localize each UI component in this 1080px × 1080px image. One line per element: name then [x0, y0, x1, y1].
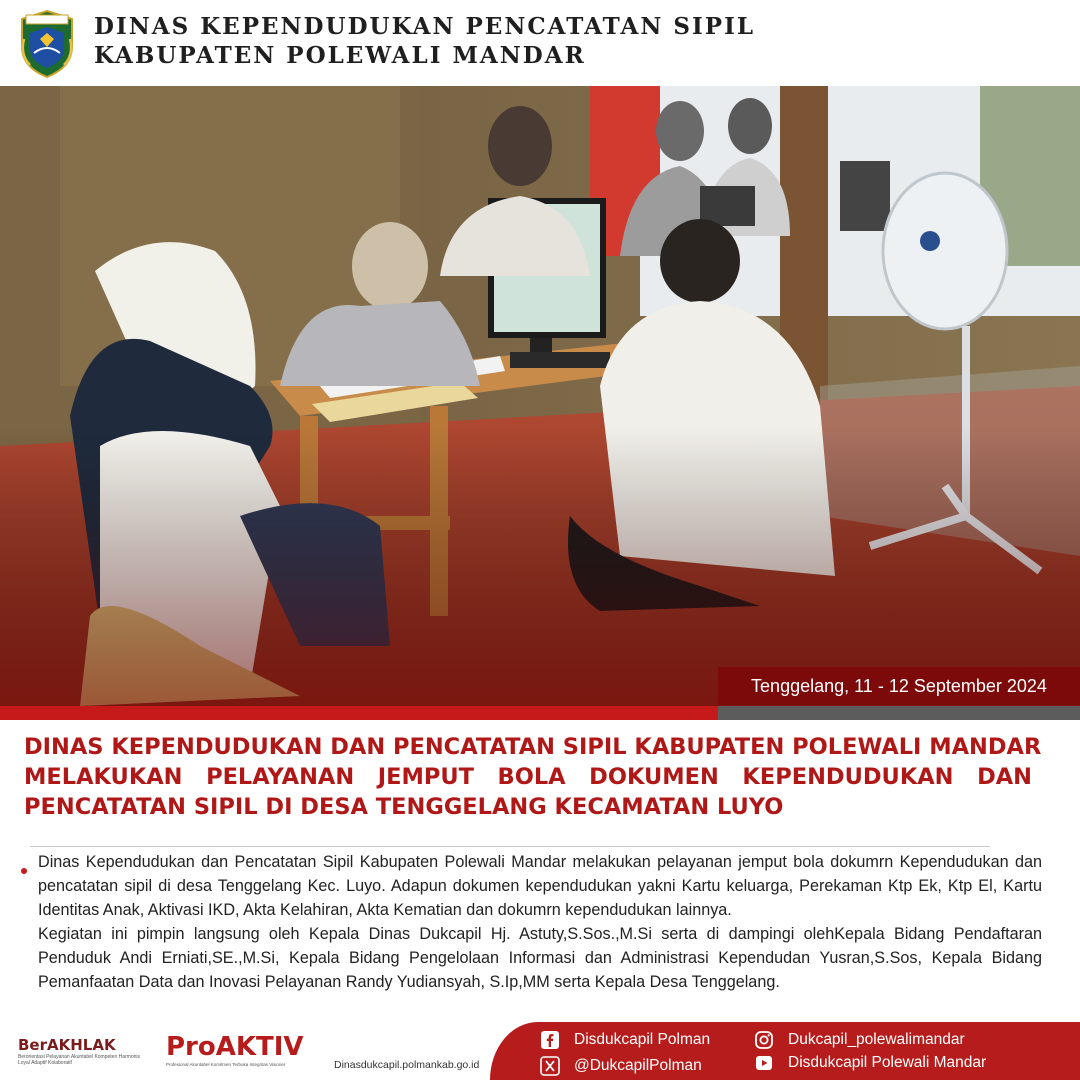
x-handle: @DukcapilPolman — [574, 1057, 702, 1074]
berakhlak-wordmark: BerAKHLAK — [18, 1036, 116, 1054]
proaktiv-tagline: Profesional Akuntabel Komitmen Terbuka Integritas Visioner — [166, 1062, 286, 1067]
headline-line1: DINAS KEPENDUDUKAN DAN PENCATATAN SIPIL KABUPATEN POLEWALI MANDAR — [24, 734, 1042, 760]
article-paragraph-2: Kegiatan ini pimpin langsung oleh Kepala Dinas Dukcapil Hj. Astuty,S.Sos.,M.Si serta di dampingi olehKepala Bidang Pendaftaran Penduduk Andi Erniati,SE.,M.Si, Kepala Bidang Pengelolaan Informasi dan Administrasi Kependudan Yusran,S.Sos, Kepala Bidang Pemanfaatan Data dan Inovasi Pelayanan Randy Yudiansyah, S.Ip,MM serta Kepala Desa Tenggelang. — [38, 925, 1042, 991]
accent-stripe-gray — [718, 706, 1080, 720]
proaktiv-wordmark: ProAKTIV — [166, 1032, 304, 1062]
proaktiv-logo — [166, 1032, 326, 1076]
berakhlak-tagline: Berorientasi Pelayanan Akuntabel Kompeten Harmonis Loyal Adaptif Kolaboratif — [18, 1054, 141, 1066]
headline — [24, 732, 1042, 822]
website-link[interactable]: Dinasdukcapil.polmankab.go.id — [334, 1059, 480, 1071]
x-link[interactable] — [540, 1056, 702, 1076]
instagram-handle: Dukcapil_polewalimandar — [788, 1031, 965, 1048]
photo-caption: Tenggelang, 11 - 12 September 2024 — [751, 676, 1047, 696]
article-paragraph-1: Dinas Kependudukan dan Pencatatan Sipil Kabupaten Polewali Mandar melakukan pelayanan jemput bola dokumrn Kependudukan dan pencatatan sipil di desa Tenggelang Kec. Luyo. Adapun dokumen kependudukan yakni Kartu keluarga, Perekaman Ktp Ek, Ktp El, Kartu Identitas Anak, Aktivasi IKD, Akta Kelahiran, Akta Kematian dan dokumrn kependudukan lainnya. — [38, 853, 1042, 919]
divider — [30, 846, 990, 847]
bullet-dot — [21, 868, 27, 874]
regency-logo-emblem — [18, 9, 76, 79]
header-title-line1: DINAS KEPENDUDUKAN PENCATATAN SIPIL — [94, 13, 756, 40]
photo-caption-bar — [718, 667, 1080, 705]
berakhlak-logo — [18, 1036, 148, 1076]
headline-line2: MELAKUKAN PELAYANAN JEMPUT BOLA DOKUMEN KEPENDUDUKAN DAN — [24, 764, 1032, 790]
article-body — [38, 850, 1042, 994]
youtube-channel: Disdukcapil Polewali Mandar — [788, 1054, 987, 1071]
facebook-link[interactable] — [540, 1030, 710, 1050]
instagram-icon — [754, 1030, 774, 1050]
accent-stripe-red — [0, 706, 718, 720]
x-icon — [540, 1056, 560, 1076]
instagram-link[interactable] — [754, 1030, 965, 1050]
youtube-link[interactable] — [754, 1053, 986, 1073]
facebook-handle: Disdukcapil Polman — [574, 1031, 711, 1048]
facebook-icon — [540, 1030, 560, 1050]
event-photo — [0, 86, 1080, 706]
header — [0, 0, 1080, 86]
headline-line3: PENCATATAN SIPIL DI DESA TENGGELANG KECAMATAN LUYO — [24, 794, 784, 820]
header-title-line2: KABUPATEN POLEWALI MANDAR — [94, 42, 586, 69]
youtube-icon — [754, 1053, 774, 1073]
